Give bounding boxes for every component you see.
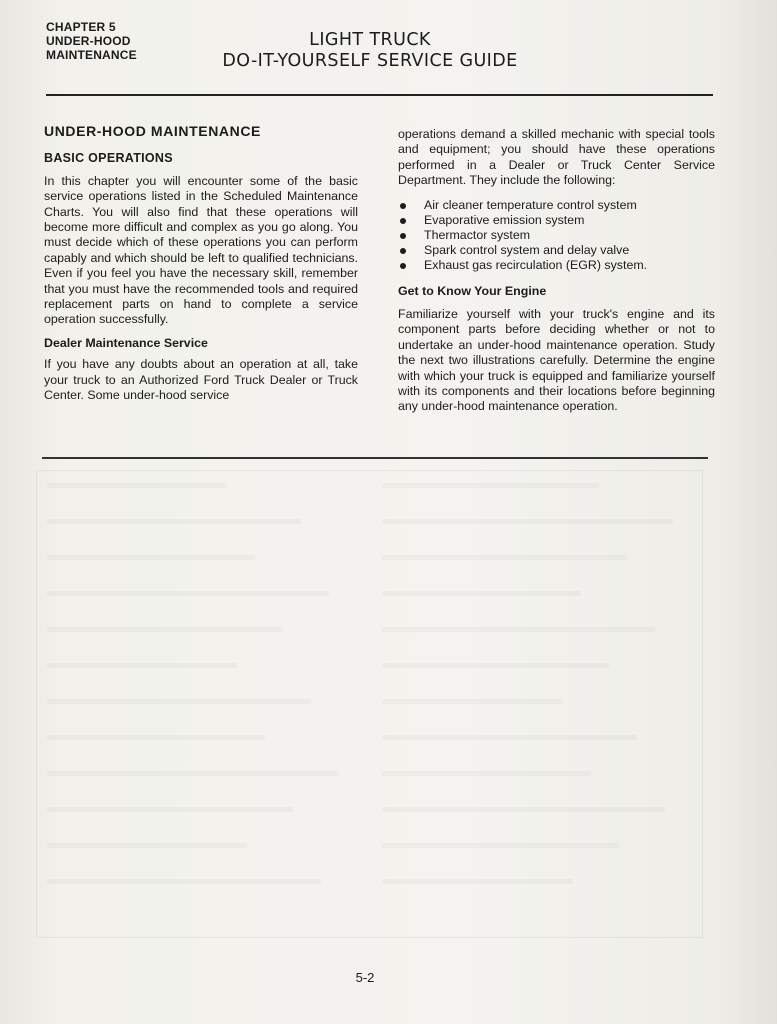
show-through-line [382, 735, 637, 740]
show-through-line [382, 699, 563, 704]
list-item: Spark control system and delay valve [398, 243, 715, 258]
dealer-service-paragraph: If you have any doubts about an operation at all, take your truck to an Authorized Ford Truck Dealer or Truck Center. Some under-hood service [44, 357, 358, 403]
dealer-service-paragraph-continued: operations demand a skilled mechanic with special tools and equipment; you should have these operations performed in a Dealer or Truck Center Service Department. They include the following: [398, 127, 715, 188]
show-through-line [382, 519, 673, 524]
chapter-label [46, 20, 137, 62]
show-through-line [47, 699, 311, 704]
show-through-line [382, 555, 627, 560]
show-through-line [47, 555, 255, 560]
show-through-line [47, 879, 321, 884]
list-item: Thermactor system [398, 228, 715, 243]
engine-paragraph: Familiarize yourself with your truck's engine and its component parts before deciding whether or not to undertake an under-hood maintenance operation. Study the next two illustrations carefully. Determine the engine with which your truck is equipped and familiarize yourself with its components and their locations before beginning any under-hood maintenance operation. [398, 307, 715, 414]
bullet-icon [400, 248, 406, 254]
show-through-line [47, 591, 329, 596]
chapter-number: CHAPTER 5 [46, 20, 116, 34]
show-through-line [47, 663, 237, 668]
list-item: Evaporative emission system [398, 213, 715, 228]
show-through-line [47, 843, 247, 848]
show-through-line [47, 771, 339, 776]
show-through-line [382, 627, 655, 632]
guide-title-line-2: DO-IT-YOURSELF SERVICE GUIDE [222, 51, 518, 71]
list-item: Exhaust gas recirculation (EGR) system. [398, 258, 715, 273]
show-through-line [382, 879, 573, 884]
show-through-line [47, 483, 227, 488]
dealer-service-heading: Dealer Maintenance Service [44, 335, 208, 350]
show-through-line [47, 627, 283, 632]
show-through-line [382, 807, 665, 812]
show-through-line [47, 807, 293, 812]
bullet-icon [400, 218, 406, 224]
bullet-icon [400, 203, 406, 209]
content-divider [42, 457, 708, 459]
guide-title [220, 30, 520, 72]
dealer-operations-list [398, 198, 715, 274]
left-column [44, 124, 358, 404]
section-title: UNDER-HOOD MAINTENANCE [44, 123, 261, 139]
basic-operations-heading: BASIC OPERATIONS [44, 151, 173, 166]
bullet-icon [400, 263, 406, 269]
show-through-line [382, 483, 599, 488]
show-through-line [382, 843, 619, 848]
chapter-name-line-1: UNDER-HOOD [46, 34, 131, 48]
basic-operations-paragraph: In this chapter you will encounter some of the basic service operations listed in the Scheduled Maintenance Charts. You will also find that these operations will become more difficult and complex as you go along. You must decide which of these operations you can perform capably and which should be left to qualified technicians. Even if you feel you have the necessary skill, remember that you must have the recommended tools and required replacement parts on hand to complete a service operation successfully. [44, 173, 358, 327]
engine-heading: Get to Know Your Engine [398, 283, 547, 298]
header-divider [46, 94, 713, 96]
chapter-name-line-2: MAINTENANCE [46, 48, 137, 62]
page-number: 5-2 [355, 970, 375, 985]
bullet-icon [400, 233, 406, 239]
show-through-line [47, 735, 265, 740]
guide-title-line-1: LIGHT TRUCK [309, 30, 431, 50]
right-column [398, 127, 715, 415]
list-item: Air cleaner temperature control system [398, 198, 715, 213]
show-through-line [382, 663, 609, 668]
show-through-line [47, 519, 301, 524]
show-through-line [382, 591, 581, 596]
show-through-line [382, 771, 591, 776]
show-through-area [36, 470, 703, 938]
